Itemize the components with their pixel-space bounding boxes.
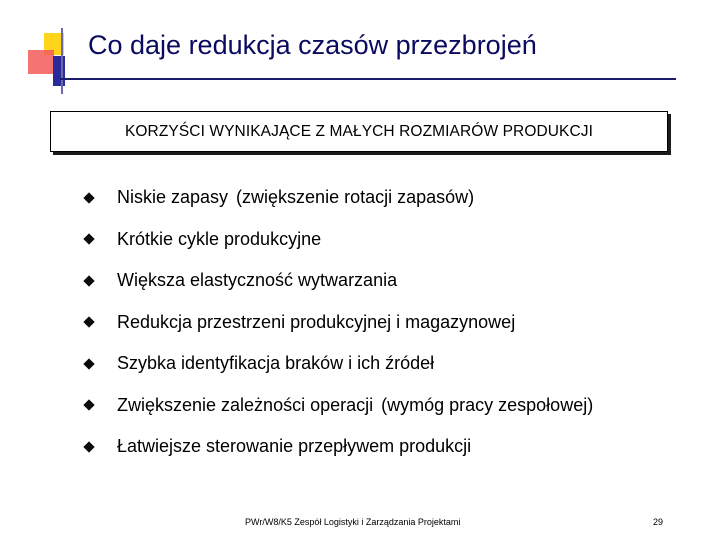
bullet-text: Większa elastyczność wytwarzania bbox=[117, 270, 398, 291]
bullet-text: Redukcja przestrzeni produkcyjnej i magazynowej bbox=[117, 311, 516, 332]
bullet-text: Zwiększenie zależności operacji bbox=[117, 394, 374, 415]
list-item bbox=[80, 260, 593, 302]
banner-label: KORZYŚCI WYNIKAJĄCE Z MAŁYCH ROZMIARÓW PRODUKCJI bbox=[124, 122, 594, 140]
diamond-bullet-icon bbox=[83, 358, 94, 369]
decor-vertical-line bbox=[61, 28, 63, 94]
list-item bbox=[80, 343, 593, 385]
diamond-bullet-icon bbox=[83, 275, 94, 286]
bullet-text: Niskie zapasy bbox=[117, 187, 229, 208]
page-title: Co daje redukcja czasów przezbrojeń bbox=[88, 30, 537, 60]
bullet-note: (wymóg pracy zespołowej) bbox=[381, 394, 594, 415]
list-item bbox=[80, 219, 593, 261]
bullet-note: (zwiększenie rotacji zapasów) bbox=[236, 187, 475, 208]
list-item bbox=[80, 177, 593, 219]
list-item bbox=[80, 302, 593, 344]
bullet-text: Szybka identyfikacja braków i ich źródeł bbox=[117, 353, 435, 374]
list-item bbox=[80, 426, 593, 468]
benefits-list bbox=[80, 177, 593, 468]
diamond-bullet-icon bbox=[83, 234, 94, 245]
title-underline bbox=[60, 78, 676, 80]
bullet-text: Krótkie cykle produkcyjne bbox=[117, 228, 322, 249]
page-number: 29 bbox=[653, 517, 664, 527]
diamond-bullet-icon bbox=[83, 400, 94, 411]
diamond-bullet-icon bbox=[83, 441, 94, 452]
list-item bbox=[80, 385, 593, 427]
diamond-bullet-icon bbox=[83, 192, 94, 203]
bullet-text: Łatwiejsze sterowanie przepływem produkcji bbox=[117, 436, 472, 457]
diamond-bullet-icon bbox=[83, 317, 94, 328]
footer-source: PWr/W8/K5 Zespół Logistyki i Zarządzania Projektami bbox=[245, 517, 461, 527]
decor-red-square bbox=[28, 50, 54, 74]
section-banner bbox=[50, 111, 668, 152]
decor-blue-bar bbox=[53, 56, 65, 86]
